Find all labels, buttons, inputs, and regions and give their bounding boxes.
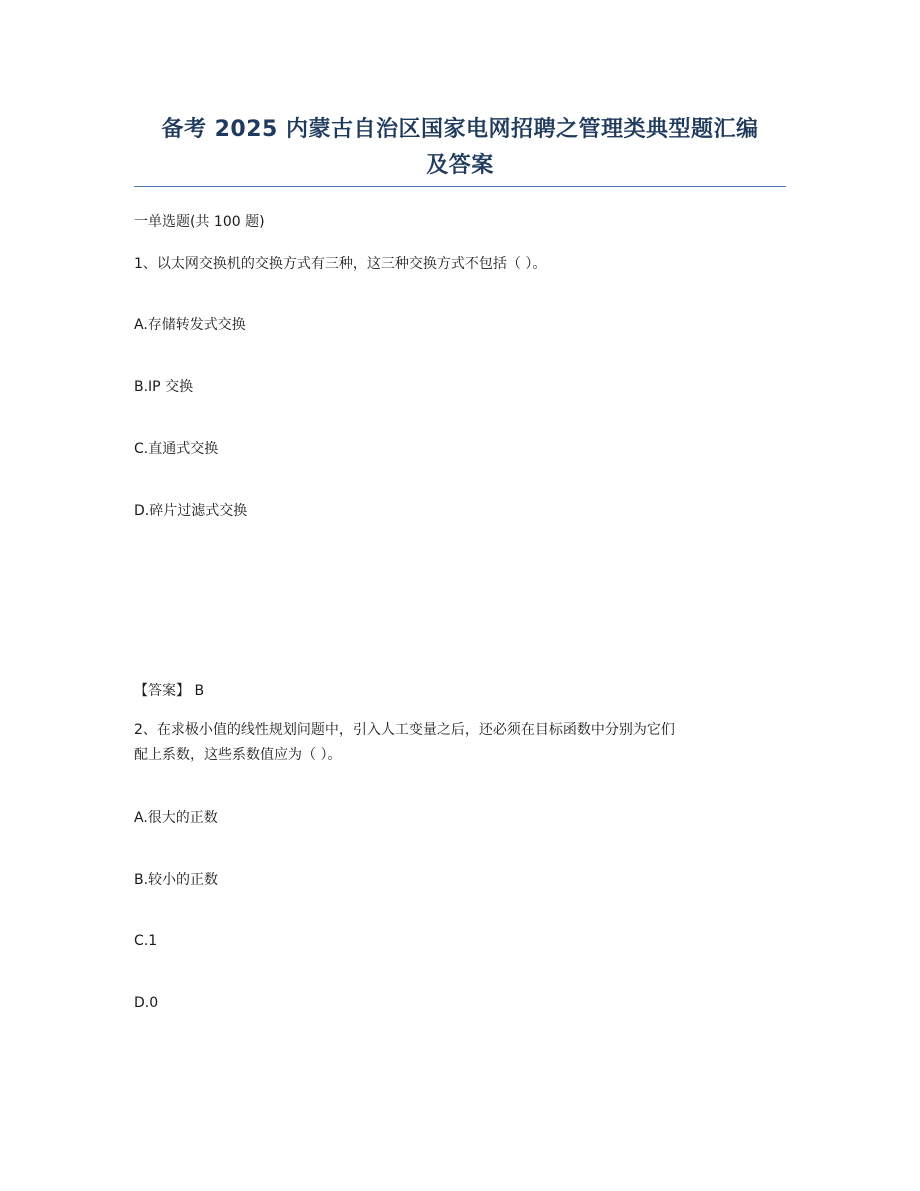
document-title — [134, 112, 786, 184]
question-2-text-line-2: 配上系数，这些系数值应为（ ）。 — [134, 747, 342, 763]
question-1-option-b: B.IP 交换 — [134, 379, 194, 395]
section-label: 一单选题(共 100 题) — [134, 214, 265, 230]
question-1-option-d: D.碎片过滤式交换 — [134, 503, 248, 519]
question-2-option-c: C.1 — [134, 933, 158, 949]
question-1-answer: 【答案】 B — [134, 683, 205, 699]
question-1-option-a: A.存储转发式交换 — [134, 317, 246, 333]
question-2-option-a: A.很大的正数 — [134, 810, 218, 826]
question-2-option-b: B.较小的正数 — [134, 872, 219, 888]
title-line-2: 及答案 — [426, 153, 494, 178]
question-2-text-line-1: 2、在求极小值的线性规划问题中，引入人工变量之后，还必须在目标函数中分别为它们 — [134, 722, 675, 738]
question-1-text: 1、以太网交换机的交换方式有三种，这三种交换方式不包括（ ）。 — [134, 256, 547, 272]
title-divider — [134, 186, 786, 187]
question-1-option-c: C.直通式交换 — [134, 441, 219, 457]
title-line-1: 备考 2025 内蒙古自治区国家电网招聘之管理类典型题汇编 — [161, 117, 759, 142]
question-2-option-d: D.0 — [134, 995, 159, 1011]
